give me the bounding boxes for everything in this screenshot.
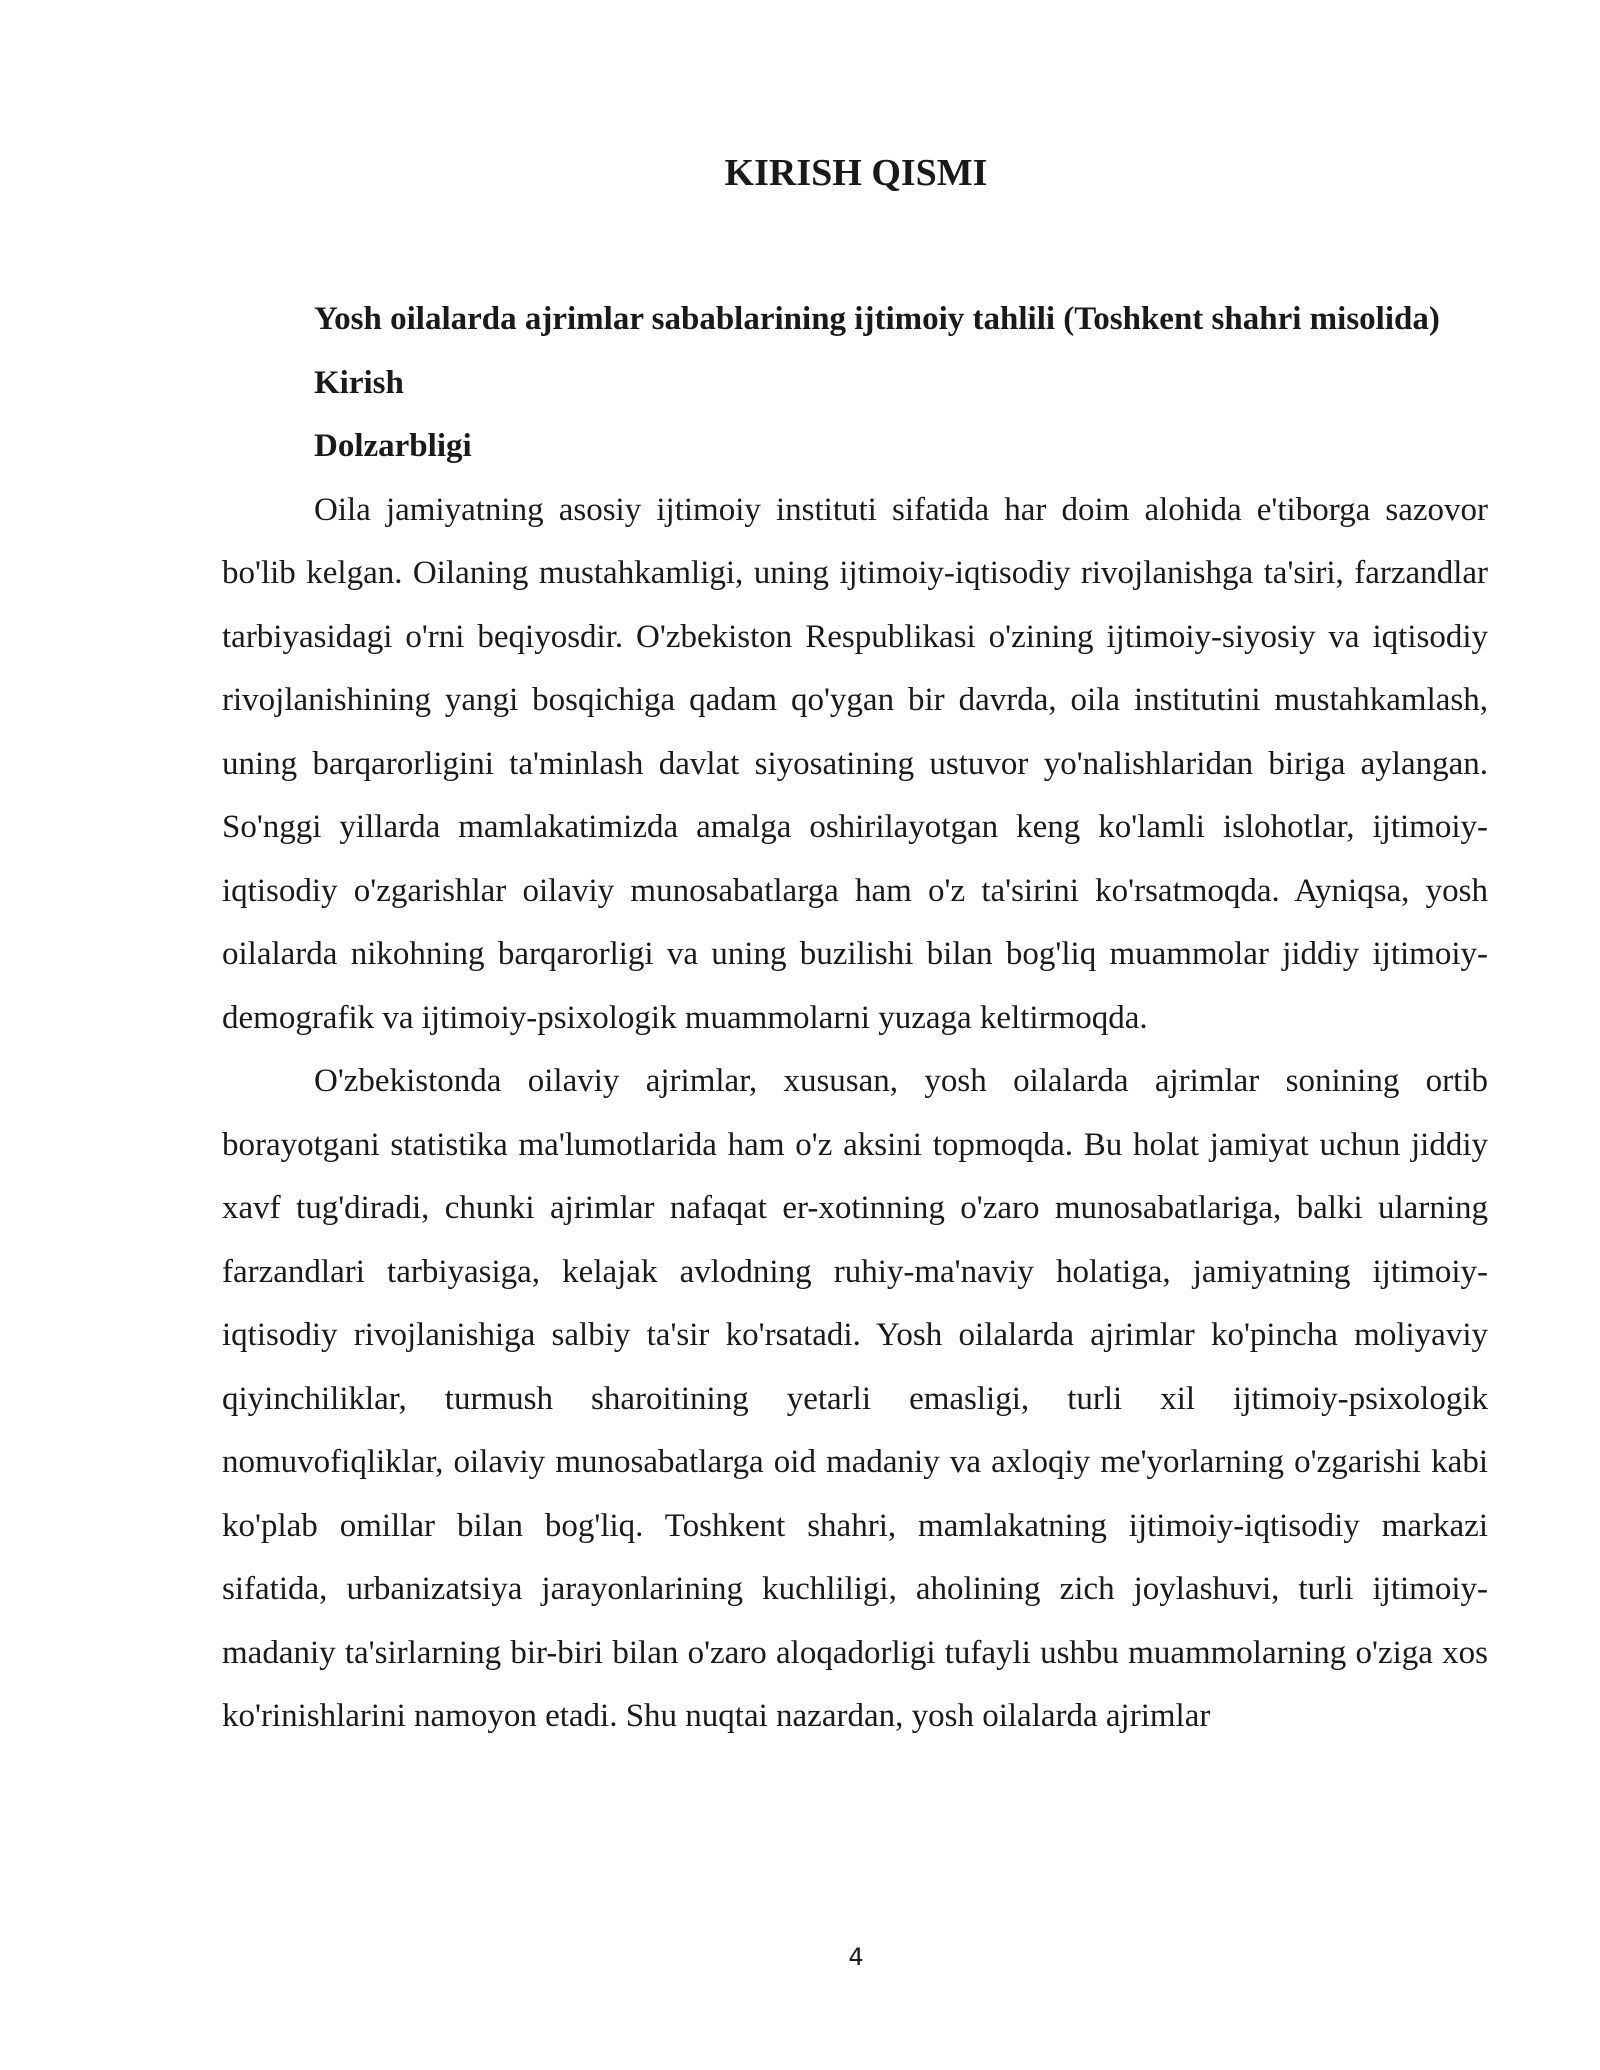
- section-heading: Kirish: [314, 364, 404, 401]
- document-body: [222, 288, 1488, 1749]
- page-title: KIRISH QISMI: [724, 152, 988, 194]
- subsection-heading: Dolzarbligi: [314, 428, 472, 464]
- document-subtitle: Yosh oilalarda ajrimlar sabablarining ijtimoiy tahlili (Toshkent shahri misolida): [314, 301, 1440, 337]
- body-paragraph: Oila jamiyatning asosiy ijtimoiy instituti sifatida har doim alohida e'tiborga sazovor bo'lib kelgan. Oilaning mustahkamligi, uning ijtimoiy-iqtisodiy rivojlanishga ta'siri, farzandlar tarbiyasidagi o'rni beqiyosdir. O'zbekiston Respublikasi o'zining ijtimoiy-siyosiy va iqtisodiy rivojlanishining yangi bosqichiga qadam qo'ygan bir davrda, oila institutini mustahkamlash, uning barqarorligini ta'minlash davlat siyosatining ustuvor yo'nalishlaridan biriga aylangan. So'nggi yillarda mamlakatimizda amalga oshirilayotgan keng ko'lamli islohotlar, ijtimoiy-iqtisodiy o'zgarishlar oilaviy munosabatlarga ham o'z ta'sirini ko'rsatmoqda. Ayniqsa, yosh oilalarda nikohning barqarorligi va uning buzilishi bilan bog'liq muammolar jiddiy ijtimoiy-demografik va ijtimoiy-psixologik muammolarni yuzaga keltirmoqda.: [222, 491, 1488, 1036]
- page-number: 4: [848, 1943, 864, 1971]
- body-paragraph: O'zbekistonda oilaviy ajrimlar, xususan, yosh oilalarda ajrimlar sonining ortib borayotgani statistika ma'lumotlarida ham o'z aksini topmoqda. Bu holat jamiyat uchun jiddiy xavf tug'diradi, chunki ajrimlar nafaqat er-xotinning o'zaro munosabatlariga, balki ularning farzandlari tarbiyasiga, kelajak avlodning ruhiy-ma'naviy holatiga, jamiyatning ijtimoiy-iqtisodiy rivojlanishiga salbiy ta'sir ko'rsatadi. Yosh oilalarda ajrimlar ko'pincha moliyaviy qiyinchiliklar, turmush sharoitining yetarli emasligi, turli xil ijtimoiy-psixologik nomuvofiqliklar, oilaviy munosabatlarga oid madaniy va axloqiy me'yorlarning o'zgarishi kabi ko'plab omillar bilan bog'liq. Toshkent shahri, mamlakatning ijtimoiy-iqtisodiy markazi sifatida, urbanizatsiya jarayonlarining kuchliligi, aholining zich joylashuvi, turli ijtimoiy-madaniy ta'sirlarning bir-biri bilan o'zaro aloqadorligi tufayli ushbu muammolarning o'ziga xos ko'rinishlarini namoyon etadi. Shu nuqtai nazardan, yosh oilalarda ajrimlar: [222, 1063, 1488, 1734]
